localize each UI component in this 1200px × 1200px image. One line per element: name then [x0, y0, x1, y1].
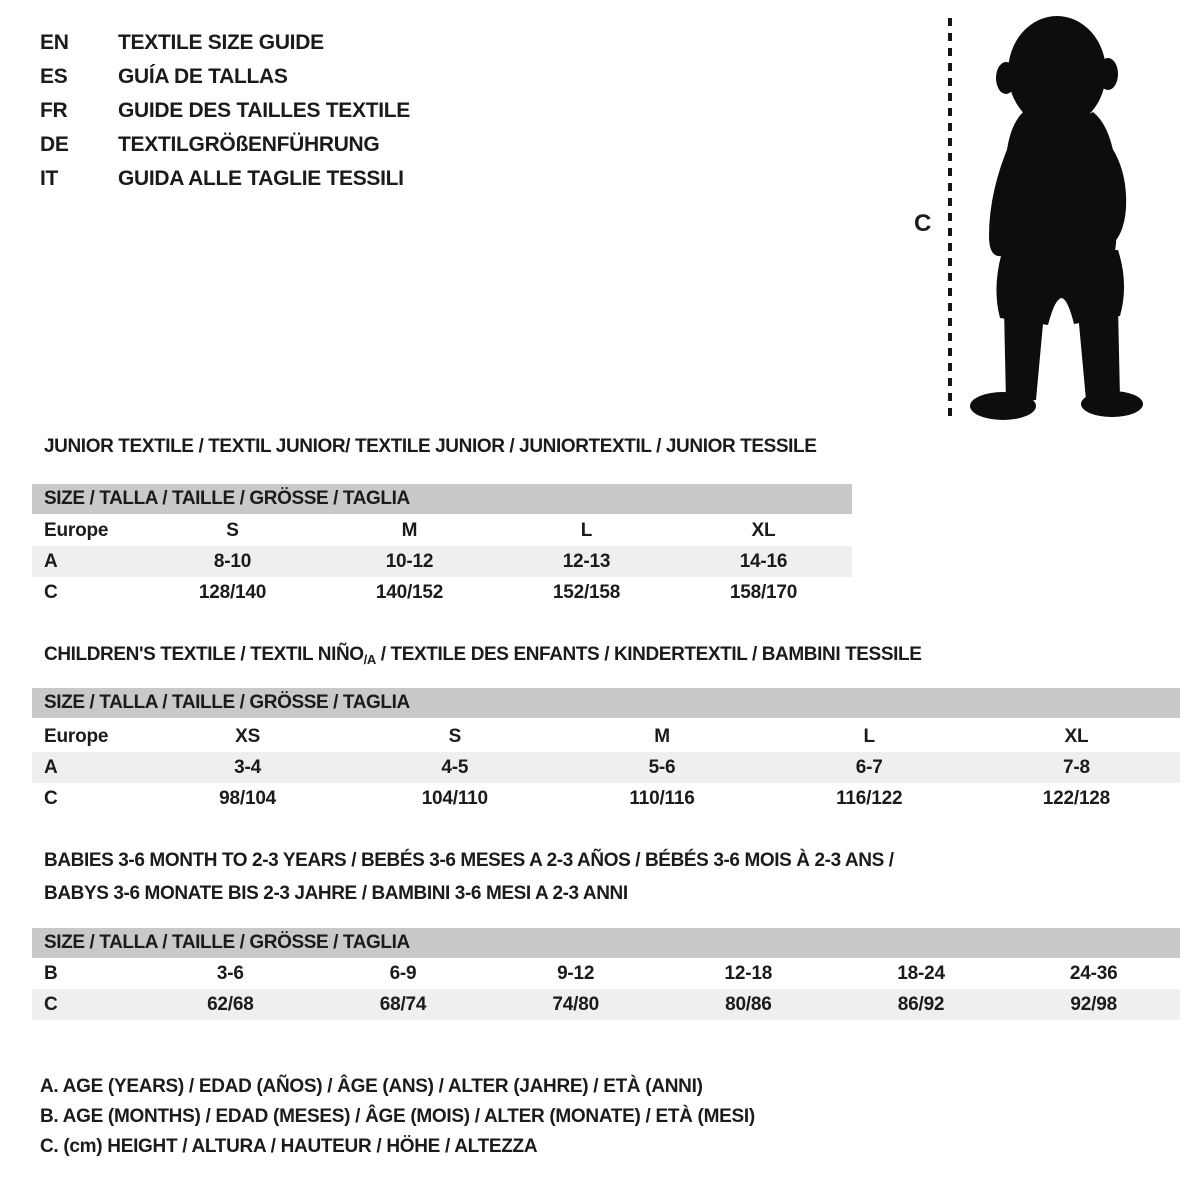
children-section-title: [44, 644, 921, 667]
row-label: C: [44, 993, 58, 1015]
table-row: [32, 546, 852, 577]
language-label: GUIDE DES TAILLES TEXTILE: [118, 99, 410, 122]
size-value-cell: 5-6: [648, 756, 676, 778]
size-value-cell: XS: [235, 725, 261, 747]
row-label: A: [44, 550, 58, 572]
size-value-cell: 12-13: [562, 550, 611, 572]
baby-silhouette-icon: [945, 8, 1145, 422]
language-label: TEXTILE SIZE GUIDE: [118, 31, 324, 54]
height-measure-label: C: [914, 210, 932, 237]
size-value-cell: 80/86: [725, 993, 772, 1015]
language-code: ES: [40, 65, 68, 88]
language-code: EN: [40, 31, 69, 54]
size-value-cell: 92/98: [1070, 993, 1117, 1015]
language-row-it: [40, 162, 410, 196]
size-value-cell: 24-36: [1069, 962, 1118, 984]
table-row: [32, 989, 1180, 1020]
size-value-cell: 7-8: [1062, 756, 1090, 778]
size-value-cell: 152/158: [552, 581, 621, 603]
size-value-cell: 122/128: [1042, 787, 1111, 809]
size-value-cell: 116/122: [836, 787, 903, 809]
children-size-header-bar: SIZE / TALLA / TAILLE / GRÖSSE / TAGLIA: [32, 688, 1180, 718]
language-title-list: [40, 26, 410, 196]
language-row-de: [40, 128, 410, 162]
size-value-cell: 74/80: [552, 993, 599, 1015]
table-row: [32, 721, 1180, 752]
size-value-cell: 68/74: [379, 993, 427, 1015]
size-value-cell: 140/152: [375, 581, 444, 603]
language-row-fr: [40, 94, 410, 128]
babies-section-title-line2: BABYS 3-6 MONATE BIS 2-3 JAHRE / BAMBINI 3-6 MESI A 2-3 ANNI: [44, 883, 628, 904]
size-value-cell: 8-10: [213, 550, 252, 572]
children-title-text: CHILDREN'S TEXTILE / TEXTIL NIÑO: [44, 644, 364, 665]
language-code: DE: [40, 133, 69, 156]
size-value-cell: 6-9: [389, 962, 417, 984]
language-label: GUÍA DE TALLAS: [118, 65, 288, 88]
legend-age-months: B. AGE (MONTHS) / EDAD (MESES) / ÂGE (MOIS) / ALTER (MONATE) / ETÀ (MESI): [40, 1106, 755, 1127]
row-label: A: [44, 756, 58, 778]
size-value-cell: S: [226, 519, 239, 541]
size-value-cell: 9-12: [557, 962, 595, 984]
size-value-cell: 3-6: [216, 962, 244, 984]
babies-size-header-bar: SIZE / TALLA / TAILLE / GRÖSSE / TAGLIA: [32, 928, 1180, 958]
size-value-cell: 12-18: [724, 962, 773, 984]
size-value-cell: 104/110: [421, 787, 488, 809]
table-row: [32, 515, 852, 546]
junior-section-title: JUNIOR TEXTILE / TEXTIL JUNIOR/ TEXTILE JUNIOR / JUNIORTEXTIL / JUNIOR TESSILE: [44, 436, 817, 457]
size-value-cell: 110/116: [629, 787, 695, 809]
size-value-cell: 158/170: [729, 581, 798, 603]
table-row: [32, 577, 852, 608]
table-row: [32, 752, 1180, 783]
size-value-cell: 4-5: [441, 756, 469, 778]
row-label: C: [44, 787, 58, 809]
size-value-cell: S: [448, 725, 462, 747]
legend-age-years: A. AGE (YEARS) / EDAD (AÑOS) / ÂGE (ANS) / ALTER (JAHRE) / ETÀ (ANNI): [40, 1076, 703, 1097]
size-value-cell: XL: [1064, 725, 1089, 747]
size-value-cell: L: [863, 725, 875, 747]
size-value-cell: L: [580, 519, 593, 541]
table-row: [32, 958, 1180, 989]
row-label: B: [44, 962, 58, 984]
size-value-cell: M: [654, 725, 670, 747]
language-row-en: [40, 26, 410, 60]
legend-height-cm: C. (cm) HEIGHT / ALTURA / HAUTEUR / HÖHE / ALTEZZA: [40, 1136, 538, 1157]
size-value-cell: 18-24: [897, 962, 945, 984]
size-value-cell: 86/92: [897, 993, 945, 1015]
size-value-cell: 6-7: [855, 756, 883, 778]
size-value-cell: 128/140: [198, 581, 267, 603]
row-label: Europe: [44, 725, 109, 747]
size-value-cell: M: [401, 519, 418, 541]
size-value-cell: 62/68: [207, 993, 254, 1015]
language-code: IT: [40, 167, 59, 190]
table-row: [32, 783, 1180, 814]
language-label: GUIDA ALLE TAGLIE TESSILI: [118, 167, 404, 190]
row-label: Europe: [44, 519, 109, 541]
row-label: C: [44, 581, 58, 603]
babies-section-title-line1: BABIES 3-6 MONTH TO 2-3 YEARS / BEBÉS 3-6 MESES A 2-3 AÑOS / BÉBÉS 3-6 MOIS À 2-3 ANS /: [44, 850, 894, 871]
size-value-cell: 98/104: [219, 787, 277, 809]
size-value-cell: 3-4: [234, 756, 262, 778]
size-value-cell: 14-16: [739, 550, 788, 572]
language-code: FR: [40, 99, 68, 122]
children-title-text: / TEXTILE DES ENFANTS / KINDERTEXTIL / BAMBINI TESSILE: [375, 644, 922, 665]
language-row-es: [40, 60, 410, 94]
size-value-cell: XL: [751, 519, 776, 541]
children-title-subscript: /A: [363, 652, 376, 667]
size-value-cell: 10-12: [385, 550, 434, 572]
language-label: TEXTILGRÖßENFÜHRUNG: [118, 133, 380, 156]
junior-size-header-bar: SIZE / TALLA / TAILLE / GRÖSSE / TAGLIA: [32, 484, 852, 514]
